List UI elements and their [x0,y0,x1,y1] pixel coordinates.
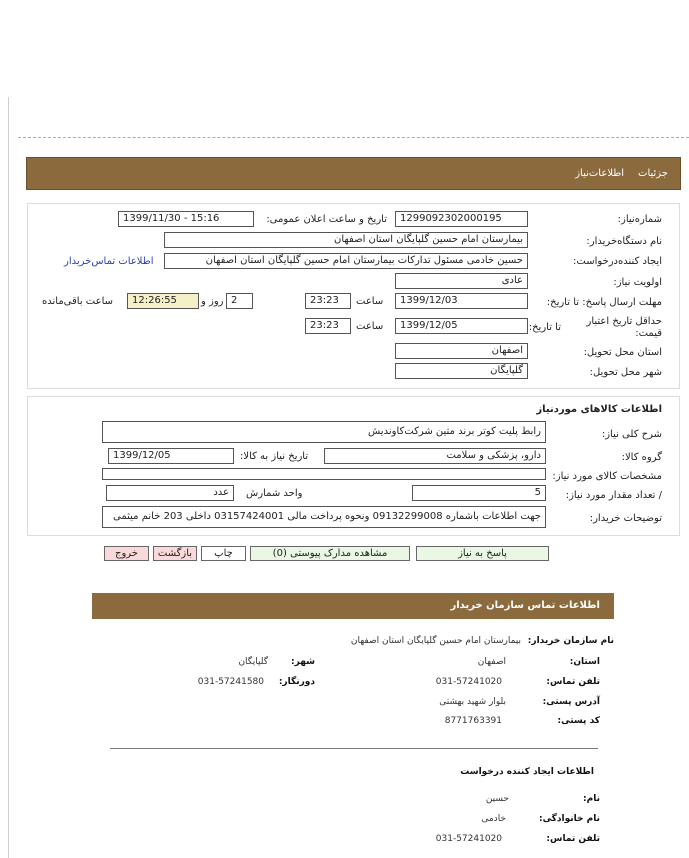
top-divider [18,137,689,138]
creator-last-name-label: نام خانوادگی: [538,814,600,824]
validity-label: حداقل تاریخ اعتبار قیمت: [586,316,662,339]
creator-section-title: اطلاعات ایجاد کننده درخواست [460,767,594,777]
contact-city-value: گلپایگان [238,657,268,667]
province-field: اصفهان [395,343,528,359]
exit-button[interactable]: خروج [104,546,149,561]
unit-field: عدد [106,485,234,501]
group-label: گروه کالا: [621,452,662,463]
city-field: گلپایگان [395,363,528,379]
need-date-field: 1399/12/05 [108,448,234,464]
creator-last-name-value: خادمی [481,814,506,824]
deadline-label: مهلت ارسال پاسخ: تا تاریخ: [546,297,662,308]
contact-city-label: شهر: [291,657,315,667]
tab-need-info[interactable]: اطلاعات‌نیاز [575,168,625,179]
deadline-hour-label: ساعت [356,296,384,307]
contact-postal-value: 8771763391 [444,716,502,726]
need-info-panel [27,203,680,389]
need-number-label: شماره‌نیاز: [617,214,662,225]
unit-label: واحد شمارش [246,488,303,499]
deadline-time-field: 23:23 [305,293,351,309]
print-button[interactable]: چاپ [201,546,246,561]
header-bar [26,157,681,190]
city-label: شهر محل تحویل: [589,367,662,378]
priority-label: اولویت نیاز: [613,277,662,288]
remaining-label: ساعت باقی‌مانده [42,296,114,307]
attachments-button[interactable]: مشاهده مدارک پیوستی (0) [250,546,410,561]
validity-hour-label: ساعت [356,321,384,332]
buyer-contact-link[interactable]: اطلاعات تماس‌خریدار [64,256,154,267]
need-date-label: تاریخ نیاز به کالا: [240,451,309,462]
back-button[interactable]: بازگشت [153,546,197,561]
contact-divider [110,748,598,749]
creator-first-name-label: نام: [583,794,600,804]
contact-fax-value: 031-57241580 [197,677,264,687]
specs-field [102,468,546,480]
group-field: دارو، پزشکی و سلامت [324,448,546,464]
contact-province-value: اصفهان [477,657,506,667]
validity-until-label: تا تاریخ: [528,322,561,333]
contact-section-title: اطلاعات تماس سازمان خریدار [92,593,614,619]
creator-first-name-value: حسین [485,794,509,804]
qty-label: / تعداد مقدار مورد نیاز: [565,490,662,501]
contact-org-value: بیمارستان امام حسین گلپایگان استان اصفهان [350,636,521,646]
buyer-org-field: بیمارستان امام حسین گلپایگان استان اصفهان [164,232,528,248]
contact-address-value: بلوار شهید بهشتی [439,697,506,707]
creator-phone-value: 031-57241020 [435,834,502,844]
priority-field: عادی [395,273,528,289]
contact-postal-label: کد پستی: [557,716,600,726]
days-remaining-field: 2 [226,293,253,309]
creator-phone-label: تلفن تماس: [546,834,600,844]
tab-details[interactable]: جزئیات [638,168,668,179]
summary-field: رابط پلیت کوتر برند متین شرکت‌کاوندیش [102,421,546,443]
contact-phone-label: تلفن تماس: [546,677,600,687]
notes-label: توضیحات خریدار: [589,513,662,524]
specs-label: مشخصات کالای مورد نیاز: [552,471,662,482]
buyer-org-label: نام دستگاه‌خریدار: [586,236,662,247]
qty-field: 5 [412,485,546,501]
deadline-date-field: 1399/12/03 [395,293,528,309]
notes-field: جهت اطلاعات باشماره 09132299008 ونحوه پرداخت مالی 03157424001 داخلی 203 خانم میثمی [102,506,546,528]
validity-date-field: 1399/12/05 [395,318,528,334]
remaining-time-field: 12:26:55 [127,293,199,309]
goods-title: اطلاعات کالاهای موردنیاز [536,404,662,415]
contact-address-label: آدرس پستی: [542,697,600,707]
contact-fax-label: دورنگار: [278,677,315,687]
summary-label: شرح کلی نیاز: [601,429,662,440]
creator-label: ایجاد کننده‌درخواست: [573,256,662,267]
contact-province-label: استان: [569,657,600,667]
contact-org-label: نام سازمان خریدار: [527,636,614,646]
province-label: استان محل تحویل: [583,347,662,358]
announce-label: تاریخ و ساعت اعلان عمومی: [266,214,387,225]
need-number-field: 1299092302000195 [395,211,528,227]
days-label: روز و [201,296,224,307]
reply-button[interactable]: پاسخ به نیاز [416,546,549,561]
left-border-line [8,97,9,858]
creator-field: حسین خادمی مسئول تدارکات بیمارستان امام حسین گلپایگان استان اصفهان [164,253,528,269]
validity-time-field: 23:23 [305,318,351,334]
announce-date-field: 1399/11/30 - 15:16 [118,211,254,227]
contact-phone-value: 031-57241020 [435,677,502,687]
